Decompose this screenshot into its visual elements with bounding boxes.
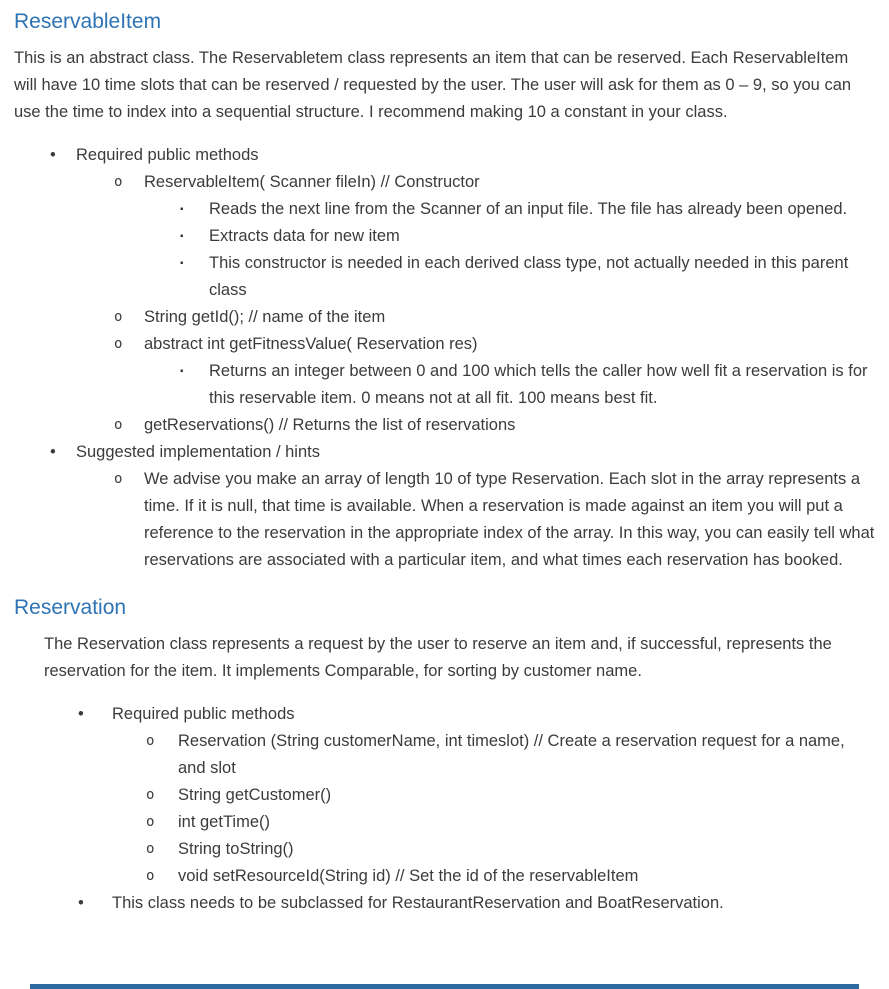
list-item-text: Reservation (String customerName, int timeslot) // Create a reservation request for a name, and slot <box>178 732 845 777</box>
list-item <box>180 250 875 304</box>
list-item <box>180 196 875 223</box>
list-item <box>180 358 875 412</box>
list-item-text: String toString() <box>178 840 294 858</box>
square-bullet-icon: ▪ <box>180 204 184 215</box>
list-item-text: Reads the next line from the Scanner of an input file. The file has already been opened. <box>209 200 848 218</box>
list-item <box>114 304 875 331</box>
list-item-text: Required public methods <box>112 705 295 723</box>
circle-bullet-icon: o <box>146 787 155 803</box>
list-item <box>146 782 875 809</box>
list-item-text: getReservations() // Returns the list of reservations <box>144 416 516 434</box>
bullet-list <box>14 142 875 574</box>
list-item <box>114 331 875 358</box>
list-item-text: Required public methods <box>76 146 259 164</box>
circle-bullet-icon: o <box>146 733 155 749</box>
list-item <box>114 412 875 439</box>
list-item-text: Suggested implementation / hints <box>76 443 320 461</box>
list-item <box>50 439 875 466</box>
list-item-text: String getCustomer() <box>178 786 332 804</box>
intro-paragraph: This is an abstract class. The Reservabletem class represents an item that can be reserved. Each ReservableItem will have 10 time slots that can be reserved / requested by the user. The user will ask for them as 0 – 9, so you can use the time to index into a sequential structure. I recommend making 10 a constant in your class. <box>14 49 852 121</box>
list-item <box>146 836 875 863</box>
circle-bullet-icon: o <box>114 471 123 487</box>
square-bullet-icon: ▪ <box>180 366 184 377</box>
bullet-list <box>14 701 875 917</box>
list-item-text: String getId(); // name of the item <box>144 308 386 326</box>
list-item <box>78 701 875 728</box>
square-bullet-icon: ▪ <box>180 231 184 242</box>
bullet-icon: • <box>50 443 56 461</box>
list-item-text: This constructor is needed in each derived class type, not actually needed in this parent class <box>209 254 849 299</box>
list-item-text: abstract int getFitnessValue( Reservation res) <box>144 335 478 353</box>
intro-paragraph: The Reservation class represents a request by the user to reserve an item and, if successful, represents the reservation for the item. It implements Comparable, for sorting by customer name. <box>44 635 832 680</box>
list-item <box>146 809 875 836</box>
circle-bullet-icon: o <box>114 336 123 352</box>
list-item <box>78 890 875 917</box>
square-bullet-icon: ▪ <box>180 258 184 269</box>
circle-bullet-icon: o <box>146 841 155 857</box>
table-header-bar <box>30 984 859 989</box>
list-item <box>50 142 875 169</box>
circle-bullet-icon: o <box>114 417 123 433</box>
list-item-text: void setResourceId(String id) // Set the id of the reservableItem <box>178 867 639 885</box>
list-item-text: Extracts data for new item <box>209 227 400 245</box>
list-item <box>180 223 875 250</box>
list-item-text: ReservableItem( Scanner fileIn) // Constructor <box>144 173 480 191</box>
section-reservation <box>14 594 875 917</box>
list-item-text: We advise you make an array of length 10 of type Reservation. Each slot in the array represents a time. If it is null, that time is available. When a reservation is made against an item you will put a reference to the reservation in the appropriate index of the array. In this way, you can easily tell what reservations are associated with a particular item, and what times each reservation has booked. <box>144 470 875 569</box>
circle-bullet-icon: o <box>146 868 155 884</box>
bullet-icon: • <box>50 146 56 164</box>
circle-bullet-icon: o <box>114 309 123 325</box>
circle-bullet-icon: o <box>114 174 123 190</box>
list-item <box>114 169 875 196</box>
bullet-icon: • <box>78 705 84 723</box>
list-item-text: int getTime() <box>178 813 270 831</box>
circle-bullet-icon: o <box>146 814 155 830</box>
bullet-icon: • <box>78 894 84 912</box>
list-item-text: This class needs to be subclassed for RestaurantReservation and BoatReservation. <box>112 894 724 912</box>
section-reservableitem <box>14 8 875 574</box>
list-item <box>146 728 875 782</box>
list-item <box>114 466 875 574</box>
section-heading-reservation: Reservation <box>14 596 127 619</box>
list-item-text: Returns an integer between 0 and 100 which tells the caller how well fit a reservation is for this reservable item. 0 means not at all fit. 100 means best fit. <box>209 362 868 407</box>
list-item <box>146 863 875 890</box>
section-heading-reservableitem: ReservableItem <box>14 10 162 33</box>
